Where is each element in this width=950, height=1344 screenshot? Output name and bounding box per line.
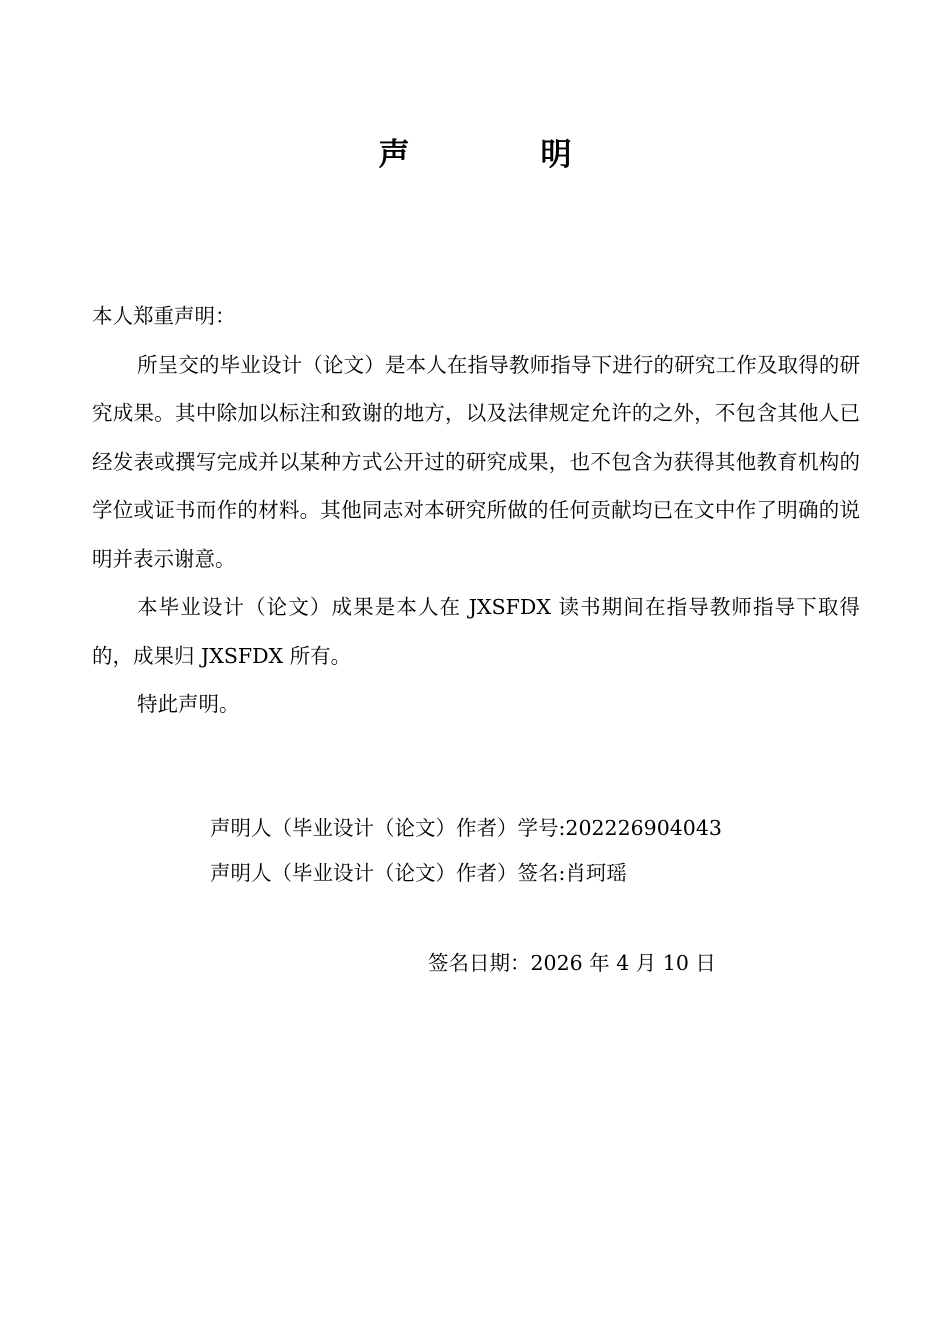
intro-text: 本人郑重声明： xyxy=(92,304,236,328)
declaration-paragraph-2: 本毕业设计（论文）成果是本人在 JXSFDX 读书期间在指导教师指导下取得的，成果归 JXSFDX 所有。 xyxy=(92,595,860,668)
signature-date: 签名日期：2026 年 4 月 10 日 xyxy=(428,951,716,975)
student-id-line: 声明人（毕业设计（论文）作者）学号:202226904043 xyxy=(210,816,722,840)
signature-line: 声明人（毕业设计（论文）作者）签名:肖珂瑶 xyxy=(210,861,627,885)
declaration-paragraph-1: 所呈交的毕业设计（论文）是本人在指导教师指导下进行的研究工作及取得的研究成果。其中除加以标注和致谢的地方，以及法律规定允许的之外，不包含其他人已经发表或撰写完成并以某种方式公开过的研究成果，也不包含为获得其他教育机构的学位或证书而作的材料。其他同志对本研究所做的任何贡献均已在文中作了明确的说明并表示谢意。 xyxy=(92,352,860,571)
signoff-text: 特此声明。 xyxy=(137,692,240,716)
page-title: 声 明 xyxy=(378,137,622,173)
declaration-body xyxy=(92,292,860,729)
